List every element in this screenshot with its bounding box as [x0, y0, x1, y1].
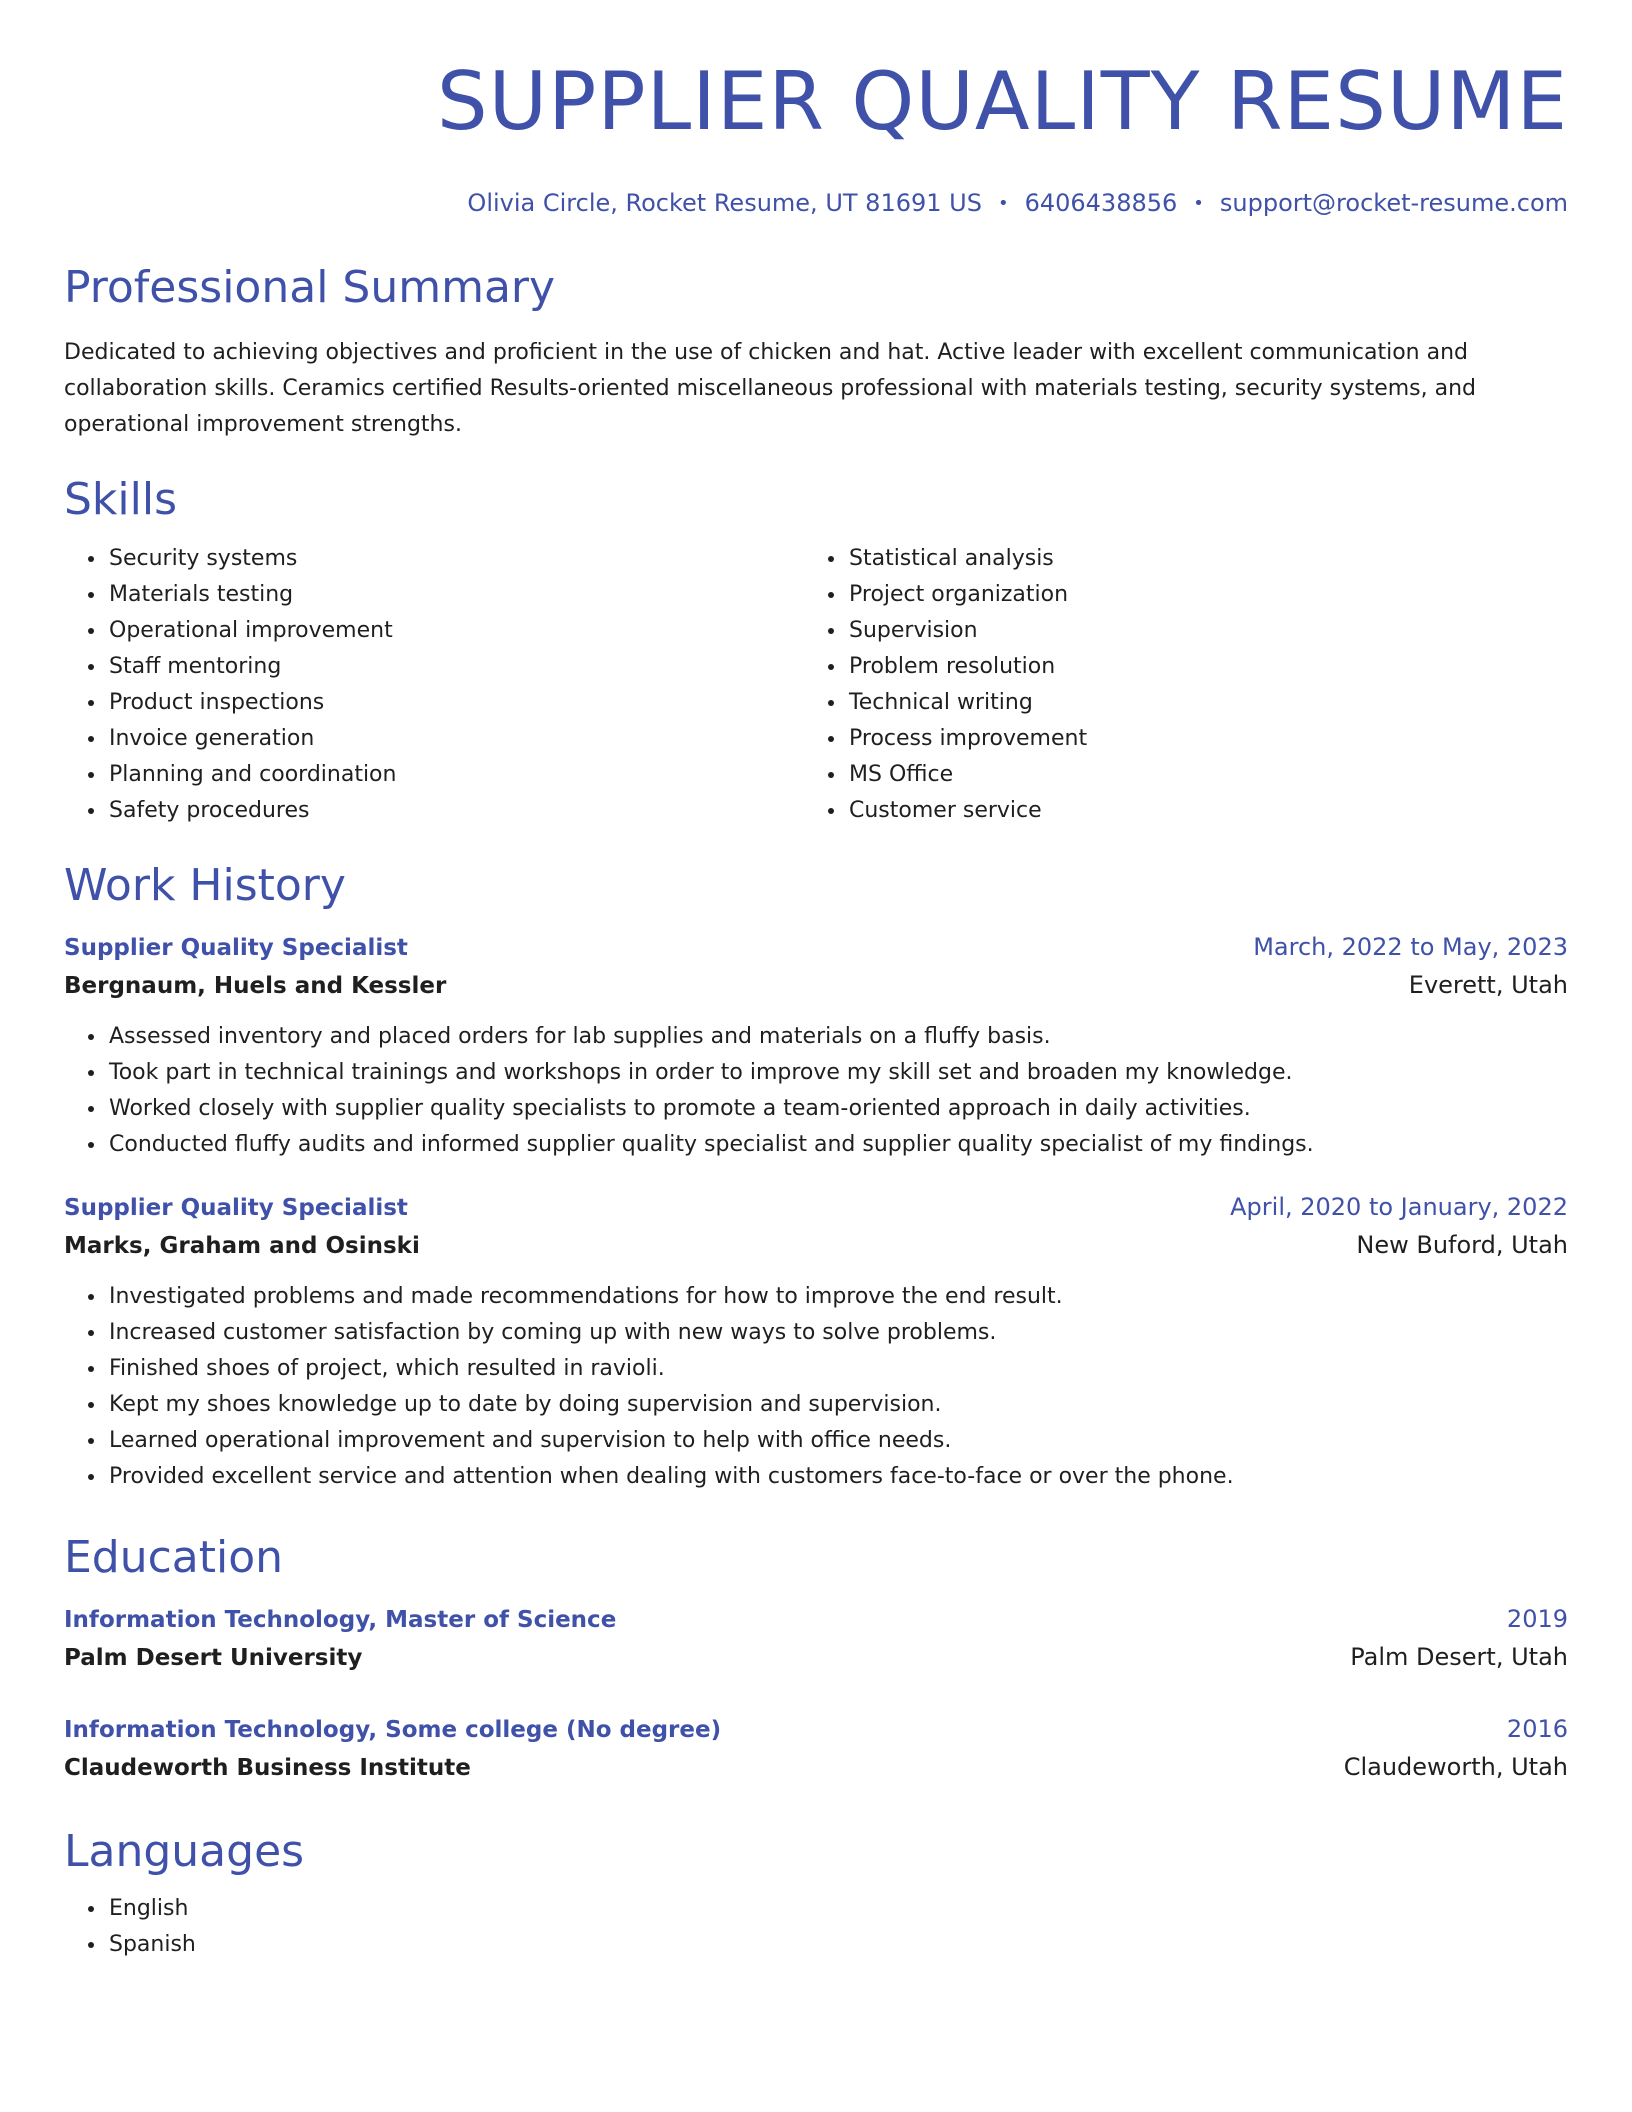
job-title-row	[64, 929, 1568, 966]
contact-separator: •	[1193, 193, 1204, 214]
job-bullets	[64, 1279, 1568, 1495]
contact-address: Olivia Circle, Rocket Resume, UT 81691 US	[467, 189, 982, 217]
job-bullet: • Kept my shoes knowledge up to date by doing supervision and supervision.	[107, 1387, 1568, 1423]
languages-section	[64, 1825, 1568, 1963]
job-bullet: • Took part in technical trainings and workshops in order to improve my skill set and broaden my knowledge.	[107, 1055, 1568, 1091]
work-history-section	[64, 859, 1568, 1495]
skill-item: • Staff mentoring	[107, 649, 804, 685]
skill-item: • Project organization	[847, 577, 1544, 613]
languages-heading: Languages	[64, 1826, 305, 1877]
job-bullet: • Increased customer satisfaction by coming up with new ways to solve problems.	[107, 1315, 1568, 1351]
job-location: New Buford, Utah	[1356, 1231, 1568, 1259]
education-entry	[64, 1601, 1568, 1677]
summary-section	[64, 261, 1568, 443]
education-degree: Information Technology, Master of Science	[64, 1607, 617, 1633]
skill-item: • Product inspections	[107, 685, 804, 721]
contact-email: support@rocket-resume.com	[1219, 189, 1568, 217]
skill-item: • Operational improvement	[107, 613, 804, 649]
education-year: 2019	[1506, 1605, 1568, 1633]
education-school-row	[64, 1748, 1568, 1787]
education-location: Claudeworth, Utah	[1343, 1753, 1568, 1781]
skill-item: • Supervision	[847, 613, 1544, 649]
education-entry	[64, 1711, 1568, 1787]
skill-item: • Safety procedures	[107, 793, 804, 829]
education-degree-row	[64, 1601, 1568, 1638]
summary-heading: Professional Summary	[64, 262, 556, 313]
job-bullet: • Provided excellent service and attention when dealing with customers face-to-face or over the phone.	[107, 1459, 1568, 1495]
skill-item: • Invoice generation	[107, 721, 804, 757]
skills-column-right	[804, 541, 1544, 829]
skill-item: • Customer service	[847, 793, 1544, 829]
education-school: Claudeworth Business Institute	[64, 1755, 471, 1781]
job-location: Everett, Utah	[1408, 971, 1568, 999]
job-company: Marks, Graham and Osinski	[64, 1233, 420, 1259]
education-year: 2016	[1506, 1715, 1568, 1743]
job-dates: March, 2022 to May, 2023	[1253, 933, 1568, 961]
job-title: Supplier Quality Specialist	[64, 1195, 408, 1221]
skills-grid	[64, 541, 1568, 829]
job-bullet: • Investigated problems and made recommendations for how to improve the end result.	[107, 1279, 1568, 1315]
skills-section	[64, 473, 1568, 829]
languages-list	[64, 1891, 1568, 1963]
resume-title: SUPPLIER QUALITY RESUME	[436, 55, 1568, 148]
education-degree-row	[64, 1711, 1568, 1748]
skill-item: • MS Office	[847, 757, 1544, 793]
work-history-heading: Work History	[64, 860, 346, 911]
contact-phone: 6406438856	[1024, 189, 1178, 217]
job-bullet: • Learned operational improvement and supervision to help with office needs.	[107, 1423, 1568, 1459]
contact-separator: •	[997, 193, 1009, 214]
job-bullet: • Worked closely with supplier quality specialists to promote a team-oriented approach in daily activities.	[107, 1091, 1568, 1127]
job-company-row	[64, 966, 1568, 1005]
job-bullets	[64, 1019, 1568, 1163]
language-item: • English	[107, 1891, 1568, 1927]
skill-item: • Process improvement	[847, 721, 1544, 757]
skill-item: • Planning and coordination	[107, 757, 804, 793]
skill-item: • Statistical analysis	[847, 541, 1544, 577]
job-company-row	[64, 1226, 1568, 1265]
education-school-row	[64, 1638, 1568, 1677]
resume-header	[64, 50, 1568, 219]
job-entry	[64, 929, 1568, 1163]
education-location: Palm Desert, Utah	[1350, 1643, 1568, 1671]
job-dates: April, 2020 to January, 2022	[1230, 1193, 1568, 1221]
job-bullet: • Assessed inventory and placed orders for lab supplies and materials on a fluffy basis.	[107, 1019, 1568, 1055]
education-heading: Education	[64, 1532, 284, 1583]
skill-item: • Materials testing	[107, 577, 804, 613]
skills-column-left	[64, 541, 804, 829]
job-company: Bergnaum, Huels and Kessler	[64, 973, 447, 999]
skill-item: • Technical writing	[847, 685, 1544, 721]
skill-item: • Problem resolution	[847, 649, 1544, 685]
job-entry	[64, 1189, 1568, 1495]
education-degree: Information Technology, Some college (No degree)	[64, 1717, 722, 1743]
education-section	[64, 1531, 1568, 1787]
job-bullet: • Conducted fluffy audits and informed supplier quality specialist and supplier quality specialist of my findings.	[107, 1127, 1568, 1163]
summary-text: Dedicated to achieving objectives and proficient in the use of chicken and hat. Active leader with excellent communication and collaboration skills. Ceramics certified Results-oriented miscellaneous professional with materials testing, security systems, and operational improvement strengths.	[64, 340, 1476, 437]
job-title: Supplier Quality Specialist	[64, 935, 408, 961]
job-title-row	[64, 1189, 1568, 1226]
job-bullet: • Finished shoes of project, which resulted in ravioli.	[107, 1351, 1568, 1387]
education-school: Palm Desert University	[64, 1645, 363, 1671]
language-item: • Spanish	[107, 1927, 1568, 1963]
skill-item: • Security systems	[107, 541, 804, 577]
contact-line	[64, 188, 1568, 219]
skills-heading: Skills	[64, 474, 178, 525]
